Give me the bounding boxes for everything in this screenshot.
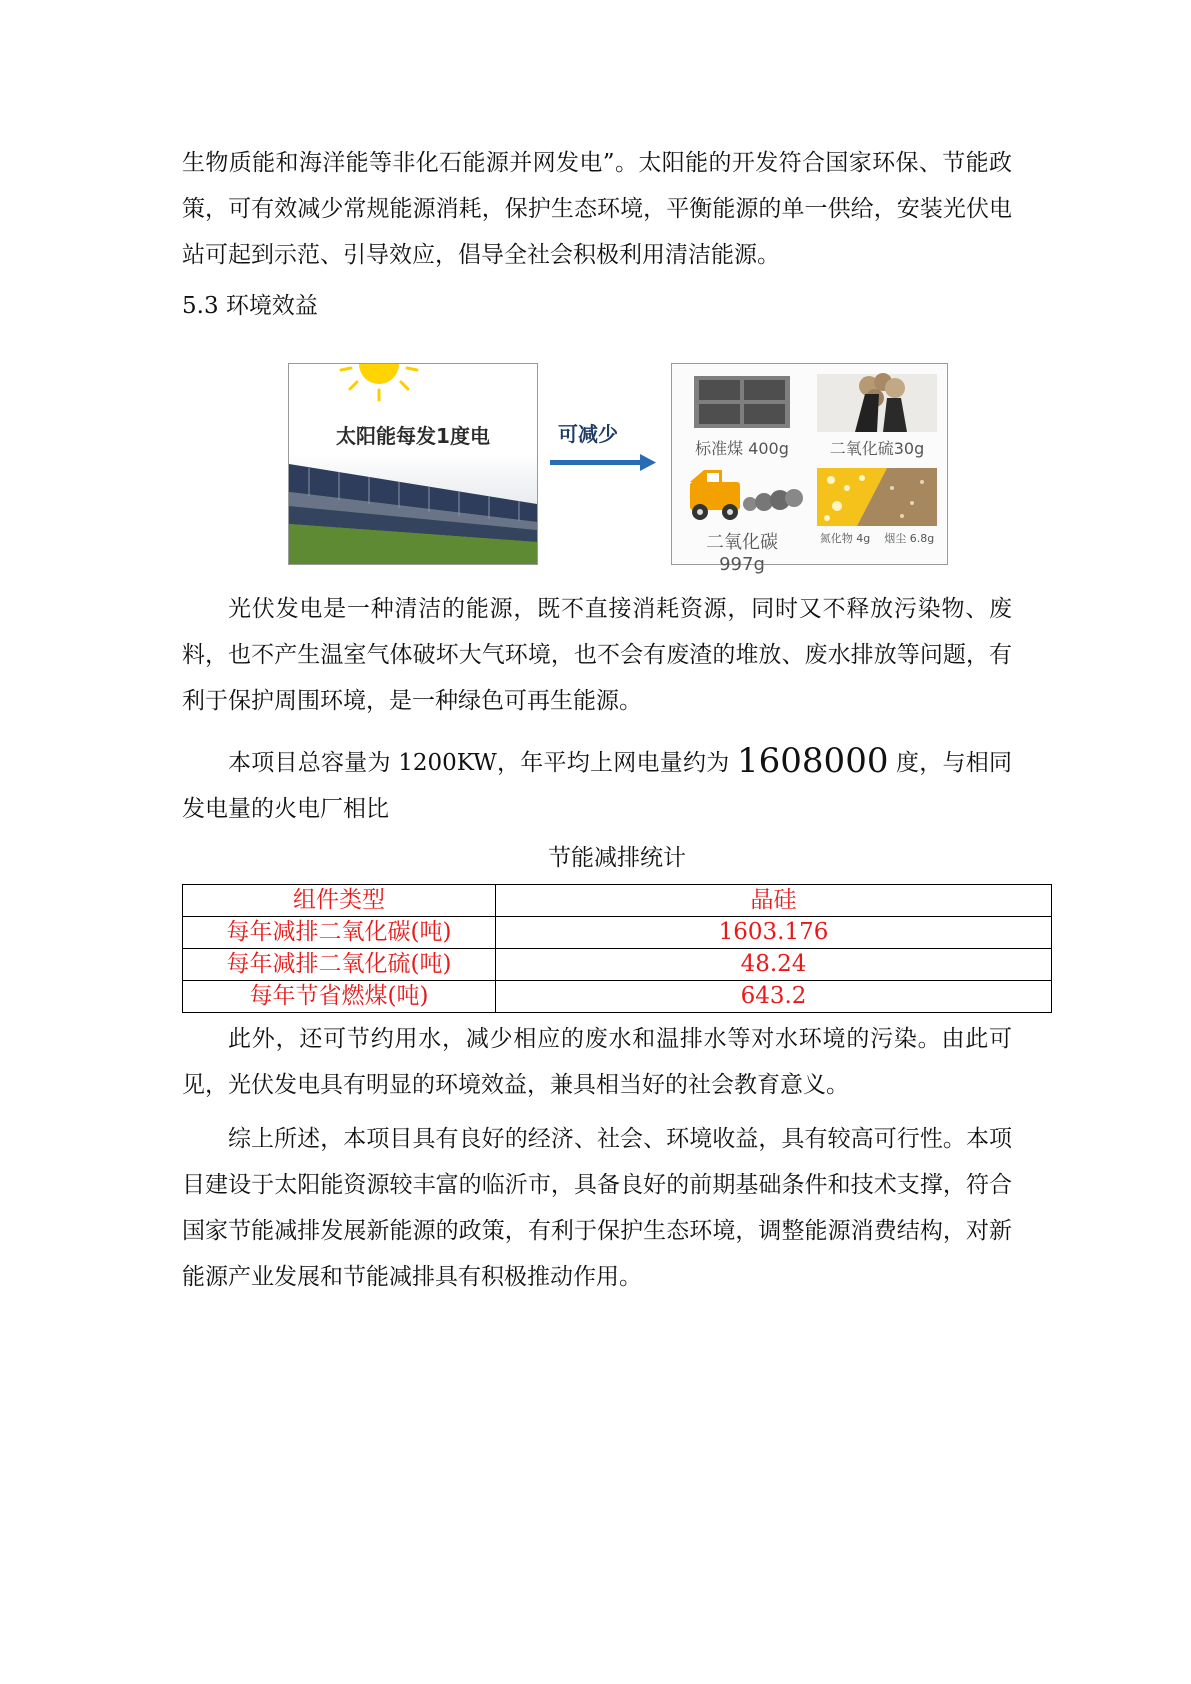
nox-label: 氮化物 4g [819, 532, 871, 545]
paragraph-policy: 生物质能和海洋能等非化石能源并网发电”。太阳能的开发符合国家环保、节能政策，可有效减少常规能源消耗，保护生态环境，平衡能源的单一供给，安装光伏电站可起到示范、引导效应，倡导全社会积极利用清洁能源。 [182, 150, 1012, 268]
item-so2-label: 二氧化硫30g [829, 439, 925, 458]
reduce-arrow [550, 418, 660, 468]
dust-icon [817, 468, 937, 526]
paragraph-capacity [182, 738, 1012, 832]
section-heading: 5.3 环境效益 [182, 293, 318, 319]
arrow-label: 可减少 [558, 422, 618, 446]
reduction-items-panel [671, 363, 948, 575]
capacity-text-after: 度，与相同发电量的火电厂相比 [182, 750, 1012, 822]
solar-panel-image [288, 363, 538, 565]
item-coal [682, 372, 802, 460]
table-row [183, 917, 1052, 949]
table-cell: 组件类型 [183, 885, 496, 917]
table-row [183, 949, 1052, 981]
coal-icon [682, 372, 802, 432]
table-row [183, 981, 1052, 1013]
item-dust-label [817, 530, 937, 546]
table-row [183, 885, 1052, 917]
item-dust [817, 468, 937, 556]
table-cell: 每年节省燃煤(吨) [183, 981, 496, 1013]
sun-icon [341, 364, 417, 400]
emission-reduction-figure [288, 363, 948, 575]
paragraph-water-saving: 此外，还可节约用水，减少相应的废水和温排水等对水环境的污染。由此可见，光伏发电具有明显的环境效益，兼具相当好的社会教育意义。 [182, 1026, 1012, 1098]
truck-exhaust-icon [682, 468, 812, 524]
item-co2 [682, 468, 802, 575]
annual-output-number: 1608000 [737, 741, 889, 781]
table-cell: 每年减排二氧化碳(吨) [183, 917, 496, 949]
capacity-text-before: 本项目总容量为 1200KW，年平均上网电量约为 [228, 750, 738, 776]
arrow-right-icon [550, 453, 660, 473]
paragraph-clean-energy: 光伏发电是一种清洁的能源，既不直接消耗资源，同时又不释放污染物、废料，也不产生温室气体破坏大气环境，也不会有废渣的堆放、废水排放等问题，有利于保护周围环境，是一种绿色可再生能源。 [182, 596, 1012, 714]
table-cell: 48.24 [496, 949, 1052, 981]
table-cell: 643.2 [496, 981, 1052, 1013]
table-cell: 晶硅 [496, 885, 1052, 917]
table-title: 节能减排统计 [548, 845, 686, 871]
table-cell: 1603.176 [496, 917, 1052, 949]
item-so2 [817, 372, 937, 460]
energy-saving-table [182, 884, 1052, 1013]
item-coal-label: 标准煤 400g [695, 439, 789, 458]
smoke-dust-label: 烟尘 6.8g [884, 532, 935, 545]
paragraph-conclusion: 综上所述，本项目具有良好的经济、社会、环境收益，具有较高可行性。本项目建设于太阳能资源较丰富的临沂市，具备良好的前期基础条件和技术支撑，符合国家节能减排发展新能源的政策，有利于保护生态环境，调整能源消费结构，对新能源产业发展和节能减排具有积极推动作用。 [182, 1126, 1012, 1290]
table-cell: 每年减排二氧化硫(吨) [183, 949, 496, 981]
figure-left-caption: 太阳能每发1度电 [336, 424, 490, 448]
solar-array-icon [289, 464, 537, 564]
chimney-icon [817, 372, 937, 432]
item-co2-label: 二氧化碳 997g [706, 532, 778, 575]
solar-farm-illustration [289, 364, 537, 564]
